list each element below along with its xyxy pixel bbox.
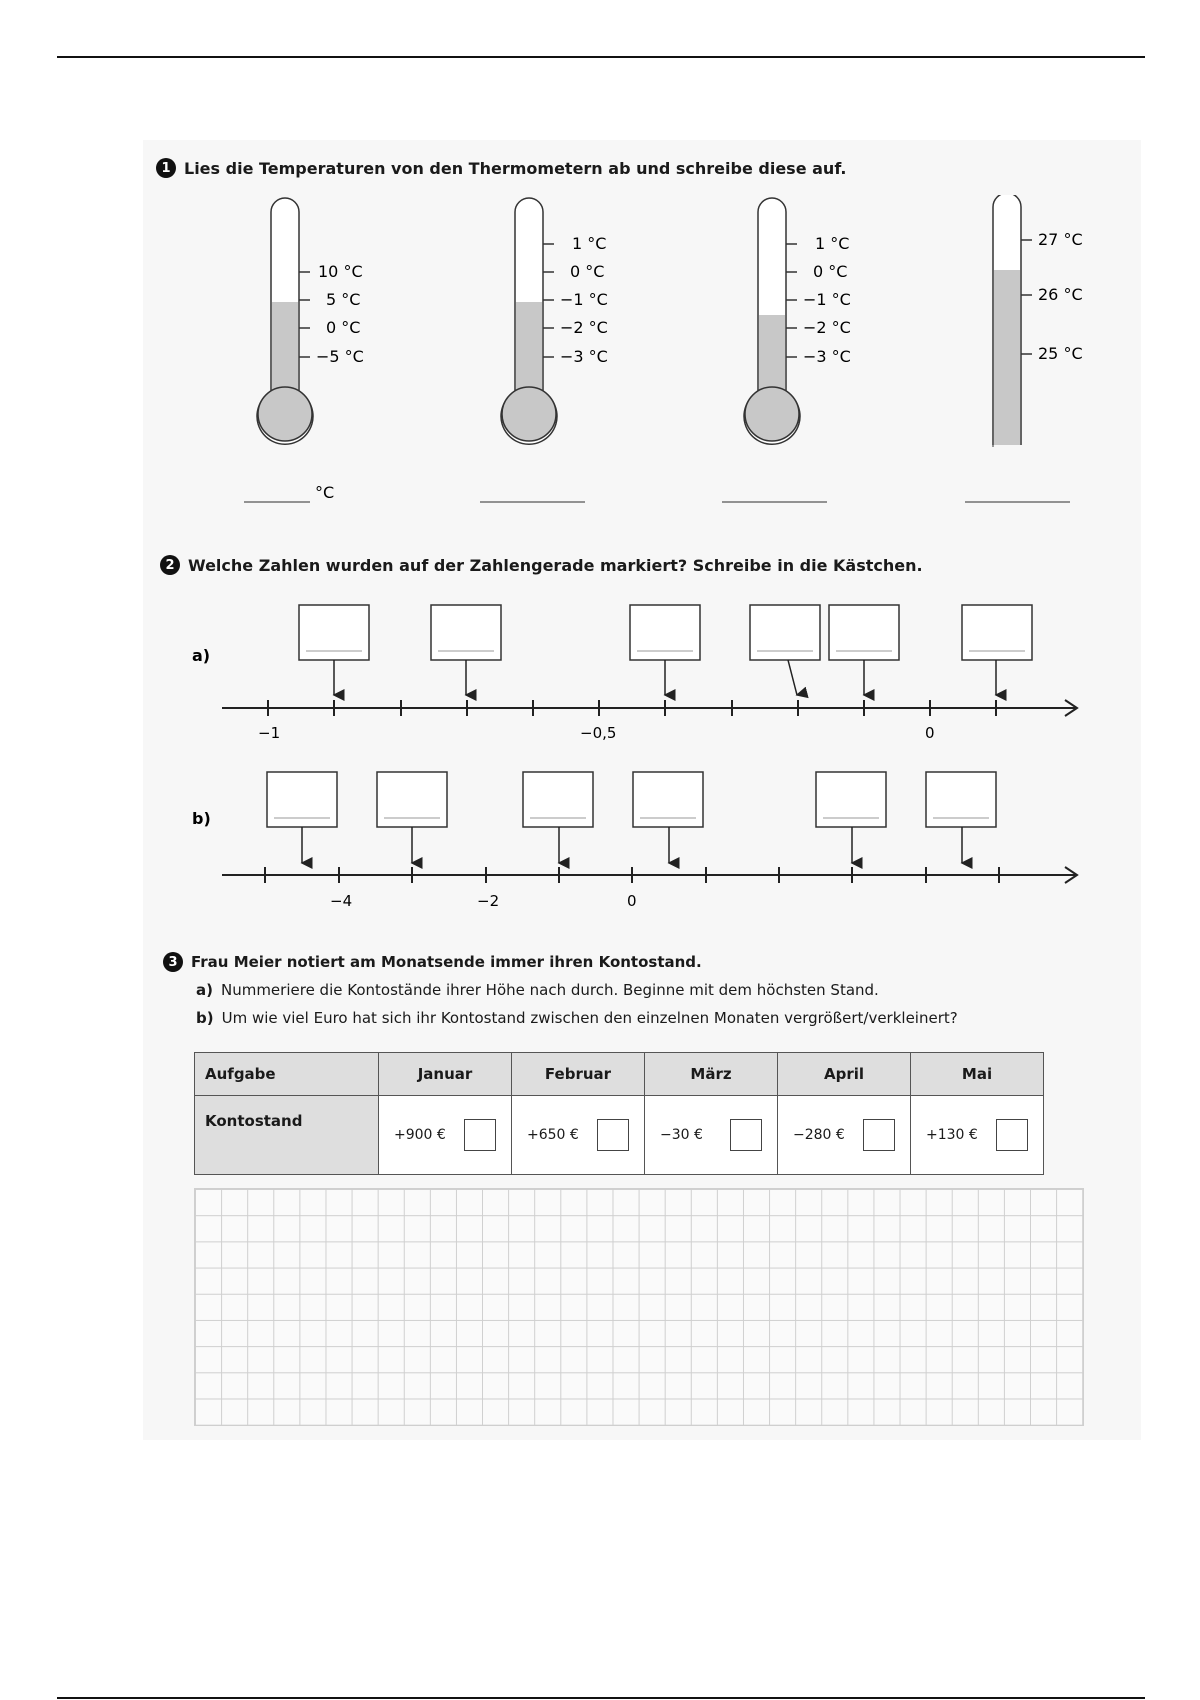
- table-header-month-4: April: [778, 1053, 911, 1096]
- thermo2-label-4: −2 °C: [560, 318, 608, 337]
- number-line-a-tick-1: −1: [258, 724, 281, 742]
- balance-value-3: −30 €: [660, 1127, 703, 1143]
- number-line-a-tick-3: 0: [925, 724, 935, 742]
- thermo2-label-2: 0 °C: [570, 262, 605, 281]
- thermo2-label-1: 1 °C: [572, 234, 607, 253]
- task3-subtask-b: [196, 1009, 958, 1027]
- table-header-month-1: Januar: [379, 1053, 512, 1096]
- number-line-b-tick-1: −4: [330, 892, 353, 910]
- thermo3-label-2: 0 °C: [813, 262, 848, 281]
- rank-box-5[interactable]: [996, 1119, 1028, 1151]
- task3-subtask-a: [196, 981, 879, 999]
- table-cell-1: [379, 1096, 512, 1175]
- task3-subtask-a-label: a): [196, 981, 213, 999]
- table-cell-4: [778, 1096, 911, 1175]
- thermometer-2: [480, 198, 608, 502]
- thermo3-label-5: −3 °C: [803, 347, 851, 366]
- balance-value-4: −280 €: [793, 1127, 845, 1143]
- thermometer-3: [722, 198, 851, 502]
- rank-box-3[interactable]: [730, 1119, 762, 1151]
- task1-number-badge: 1: [156, 158, 176, 178]
- balance-value-2: +650 €: [527, 1127, 579, 1143]
- answer-box-a4[interactable]: [750, 605, 820, 660]
- task3-subtask-a-text: Nummeriere die Kontostände ihrer Höhe nach durch. Beginne mit dem höchsten Stand.: [220, 981, 879, 999]
- answer-box-b1[interactable]: [267, 772, 337, 827]
- answer-box-b6[interactable]: [926, 772, 996, 827]
- thermo3-label-3: −1 °C: [803, 290, 851, 309]
- task2-title-text: Welche Zahlen wurden auf der Zahlengerade markiert? Schreibe in die Kästchen.: [188, 555, 923, 575]
- number-line-b-tick-2: −2: [477, 892, 500, 910]
- table-cell-3: [645, 1096, 778, 1175]
- task3-title: [163, 952, 702, 972]
- thermo1-answer-unit: °C: [315, 483, 335, 502]
- thermo2-label-5: −3 °C: [560, 347, 608, 366]
- task3-number-badge: 3: [163, 952, 183, 972]
- thermometer-1: [244, 198, 364, 502]
- answer-box-a3[interactable]: [630, 605, 700, 660]
- thermo1-label-3: 0 °C: [326, 318, 361, 337]
- thermo3-label-4: −2 °C: [803, 318, 851, 337]
- number-line-b-label: b): [192, 809, 211, 828]
- number-lines: [0, 595, 1200, 925]
- rank-box-4[interactable]: [863, 1119, 895, 1151]
- balance-value-5: +130 €: [926, 1127, 978, 1143]
- table-row-label: Kontostand: [195, 1096, 379, 1175]
- answer-box-a1[interactable]: [299, 605, 369, 660]
- number-line-a: [192, 605, 1077, 742]
- bottom-rule: [57, 1697, 1145, 1699]
- table-cell-2: [512, 1096, 645, 1175]
- answer-box-b3[interactable]: [523, 772, 593, 827]
- task2-title: [160, 555, 923, 575]
- number-line-a-tick-2: −0,5: [580, 724, 617, 742]
- number-line-b-tick-3: 0: [627, 892, 637, 910]
- thermo4-label-3: 25 °C: [1038, 344, 1083, 363]
- thermo1-label-2: 5 °C: [326, 290, 361, 309]
- thermometer-4: [965, 195, 1083, 502]
- balance-value-1: +900 €: [394, 1127, 446, 1143]
- number-line-b: [192, 772, 1077, 910]
- task1-title: [156, 158, 846, 178]
- answer-box-a6[interactable]: [962, 605, 1032, 660]
- answer-box-b2[interactable]: [377, 772, 447, 827]
- task3-title-text: Frau Meier notiert am Monatsende immer ihren Kontostand.: [191, 953, 702, 971]
- task1-title-text: Lies die Temperaturen von den Thermometern ab und schreibe diese auf.: [184, 158, 847, 178]
- task3-subtask-b-text: Um wie viel Euro hat sich ihr Kontostand zwischen den einzelnen Monaten vergrößert/verkleinert?: [221, 1009, 958, 1027]
- thermo3-label-1: 1 °C: [815, 234, 850, 253]
- thermo4-label-2: 26 °C: [1038, 285, 1083, 304]
- thermo1-label-1: 10 °C: [318, 262, 363, 281]
- writing-grid[interactable]: [194, 1188, 1084, 1426]
- answer-box-b5[interactable]: [816, 772, 886, 827]
- task2-number-badge: 2: [160, 555, 180, 575]
- account-table-header-row: [195, 1053, 1044, 1096]
- task3-subtask-b-label: b): [196, 1009, 214, 1027]
- account-table-row: [195, 1096, 1044, 1175]
- table-header-aufgabe: Aufgabe: [195, 1053, 379, 1096]
- account-table: [194, 1052, 1044, 1175]
- answer-box-a5[interactable]: [829, 605, 899, 660]
- answer-box-a2[interactable]: [431, 605, 501, 660]
- table-header-month-2: Februar: [512, 1053, 645, 1096]
- rank-box-2[interactable]: [597, 1119, 629, 1151]
- rank-box-1[interactable]: [464, 1119, 496, 1151]
- top-rule: [57, 56, 1145, 58]
- thermo1-label-4: −5 °C: [316, 347, 364, 366]
- table-header-month-5: Mai: [911, 1053, 1044, 1096]
- thermo2-label-3: −1 °C: [560, 290, 608, 309]
- thermometers: [0, 195, 1200, 535]
- number-line-a-label: a): [192, 646, 211, 665]
- table-header-month-3: März: [645, 1053, 778, 1096]
- answer-box-b4[interactable]: [633, 772, 703, 827]
- thermo4-label-1: 27 °C: [1038, 230, 1083, 249]
- table-cell-5: [911, 1096, 1044, 1175]
